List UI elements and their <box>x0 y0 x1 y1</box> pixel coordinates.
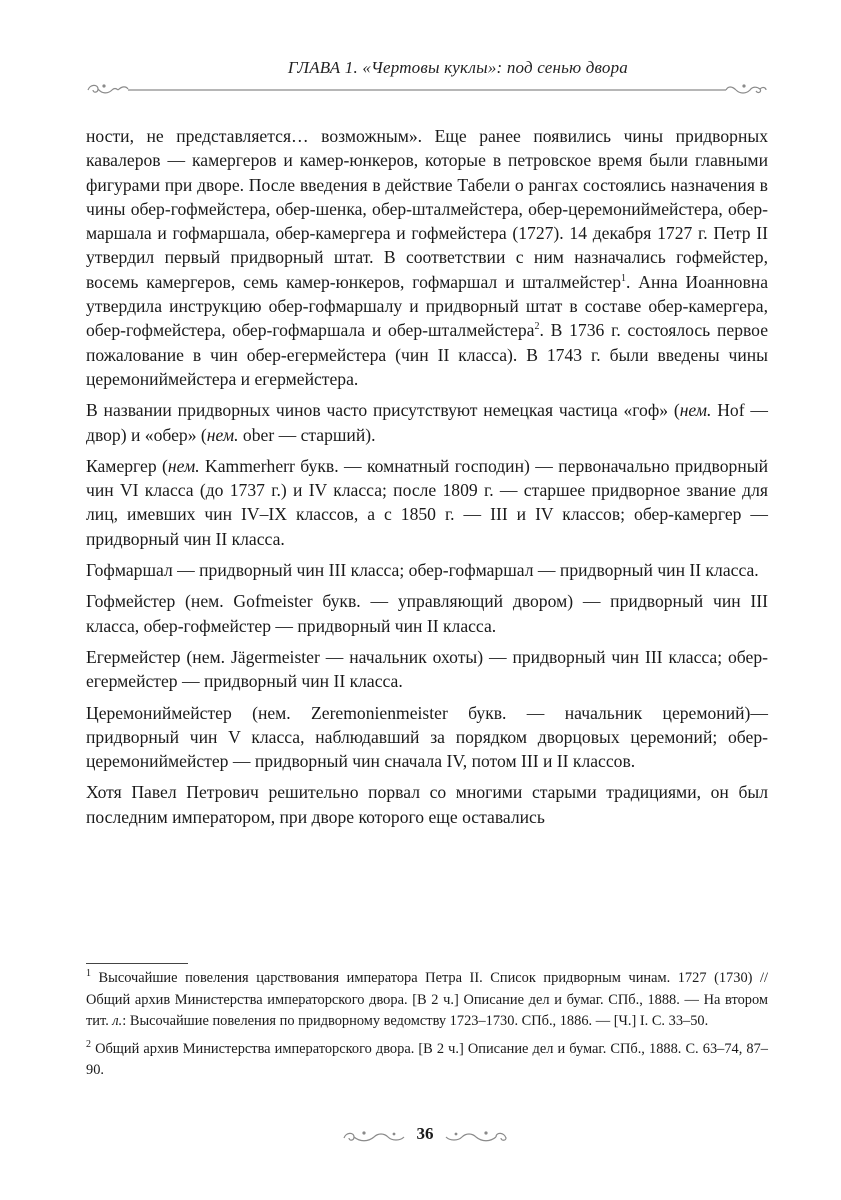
paragraph-egermeister: Егермейстер (нем. Jägermeister — начальник охоты) — придворный чин III класса; обер-егермейстер — придворный чин II класса. <box>86 646 768 692</box>
paragraph-1: ности, не представляется… возможным». Еще ранее появились чины придворных кавалеров — камергеров и камер-юнкеров, которые в петровское время были главными фигурами при дворе. После введения в действие Табели о рангах состоялись назначения в чины обер-гофмейстера, обер-шенка, обер-шталмейстера, обер-церемониймейстера, обер-маршала и гофмаршала, обер-камергера и гофмейстера (1727). 14 декабря 1727 г. Петр II утвердил первый придворный штат. В соответствии с ним назначались гофмейстер, восемь камергеров, семь камер-юнкеров, гофмаршал и шталмейстер$^1$. Анна Иоанновна утвердила инструкцию обер-гофмаршалу и придворный штат в составе обер-камергера, обер-гофмейстера, обер-гофмаршала и обер-шталмейстера$^2$. В 1736 г. состоялось первое пожалование в чин обер-егермейстера (чин II класса). В 1743 г. были введены чины церемониймейстера и егермейстера. <box>86 126 769 389</box>
page-number: 36 <box>416 1124 434 1143</box>
paragraph-kamerger: Камергер (нем. Kammerherr букв. — комнатный господин) — первоначально придворный чин VI класса (до 1737 г.) и IV класса; после 1809 г. — старшее придворное звание для лиц, имевших чин IV–IX классов, а с 1850 г. — III и IV классов; обер-камергер — придворный чин II класса. <box>86 455 768 549</box>
footnote-ref-1[interactable]: 1 <box>621 272 627 284</box>
paragraph-ceremoniymeister: Церемониймейстер (нем. Zeremonienmeister букв. — начальник церемоний)— придворный чин V класса, наблюдавший за порядком дворцовых церемоний; обер-церемониймейстер — придворный чин сначала IV, потом III и II классов. <box>86 702 768 772</box>
chapter-title: ГЛАВА 1. «Чертовы куклы»: под сенью двора <box>287 58 628 77</box>
footnote-2: $^2$ Общий архив Министерства императорского двора. [В 2 ч.] Описание дел и бумаг. СПб., 1888. С. 63–74, 87–90. <box>86 1038 768 1079</box>
paragraph-pavel: Хотя Павел Петрович решительно порвал со многими старыми традициями, он был последним императором, при дворе которого еще оставались <box>86 782 768 827</box>
footnote-divider <box>86 963 188 964</box>
paragraph-2: В названии придворных чинов часто присутствуют немецкая частица «гоф» (нем. Hof — двор) и «обер» (нем. ober — старший). <box>86 400 768 445</box>
footnotes <box>86 968 768 1088</box>
main-text <box>86 124 768 836</box>
paragraph-gofmarshal: Гофмаршал — придворный чин III класса; обер-гофмаршал — придворный чин II класса. <box>86 560 759 581</box>
header-ornament-rule <box>86 80 768 100</box>
footnote-1: $^1$ Высочайшие повеления царствования императора Петра II. Список придворным чинам. 1727 (1730) // Общий архив Министерства императорского двора. [В 2 ч.] Описание дел и бумаг. СПб., 1888. — На втором тит. л.: Высочайшие повеления по придворному ведомству 1723–1730. СПб., 1886. — [Ч.] I. С. 33–50. <box>86 968 768 1030</box>
page-footer <box>330 1122 520 1152</box>
running-header <box>86 58 768 102</box>
paragraph-gofmeister: Гофмейстер (нем. Gofmeister букв. — управляющий двором) — придворный чин III класса, обер-гофмейстер — придворный чин II класса. <box>86 591 768 636</box>
footnote-ref-2[interactable]: 2 <box>534 321 540 333</box>
